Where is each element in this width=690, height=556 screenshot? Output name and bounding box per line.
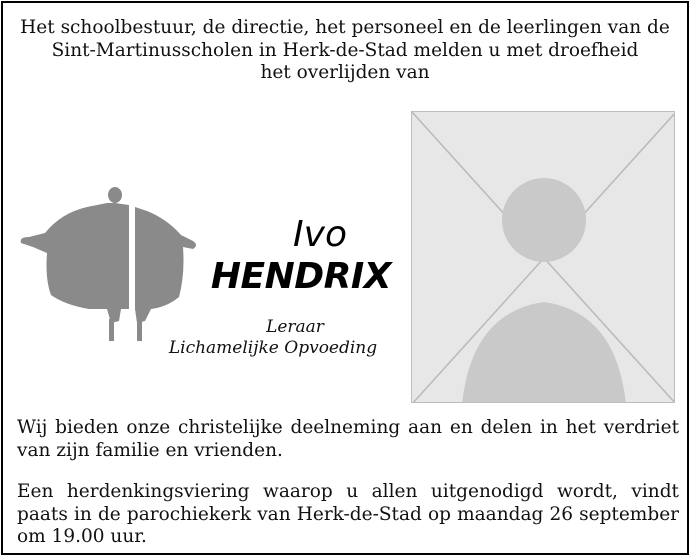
- announcement-header: [3, 17, 687, 85]
- deceased-role: [153, 317, 393, 359]
- deceased-name: [199, 215, 409, 299]
- obituary-card: [1, 1, 689, 555]
- condolence-paragraph: Wij bieden onze christelijke deelneming aan en delen in het verdriet van zijn familie en vrienden.: [17, 417, 679, 461]
- role-line-2: Lichamelijke Opvoeding: [168, 338, 378, 358]
- header-line-3: het overlijden van: [260, 62, 430, 83]
- last-name: HENDRIX: [210, 256, 391, 297]
- header-line-1: Het schoolbestuur, de directie, het personeel en de leerlingen van de: [20, 17, 670, 38]
- portrait-photo: [411, 111, 675, 403]
- first-name: Ivo: [293, 214, 347, 255]
- role-line-1: Leraar: [266, 317, 324, 337]
- service-paragraph: Een herdenkingsviering waarop u allen uitgenodigd wordt, vindt paats in de parochiekerk van Herk-de-Stad op maandag 26 september om 19.00 uur.: [17, 481, 679, 547]
- header-line-2: Sint-Martinusscholen in Herk-de-Stad melden u met droefheid: [51, 39, 639, 61]
